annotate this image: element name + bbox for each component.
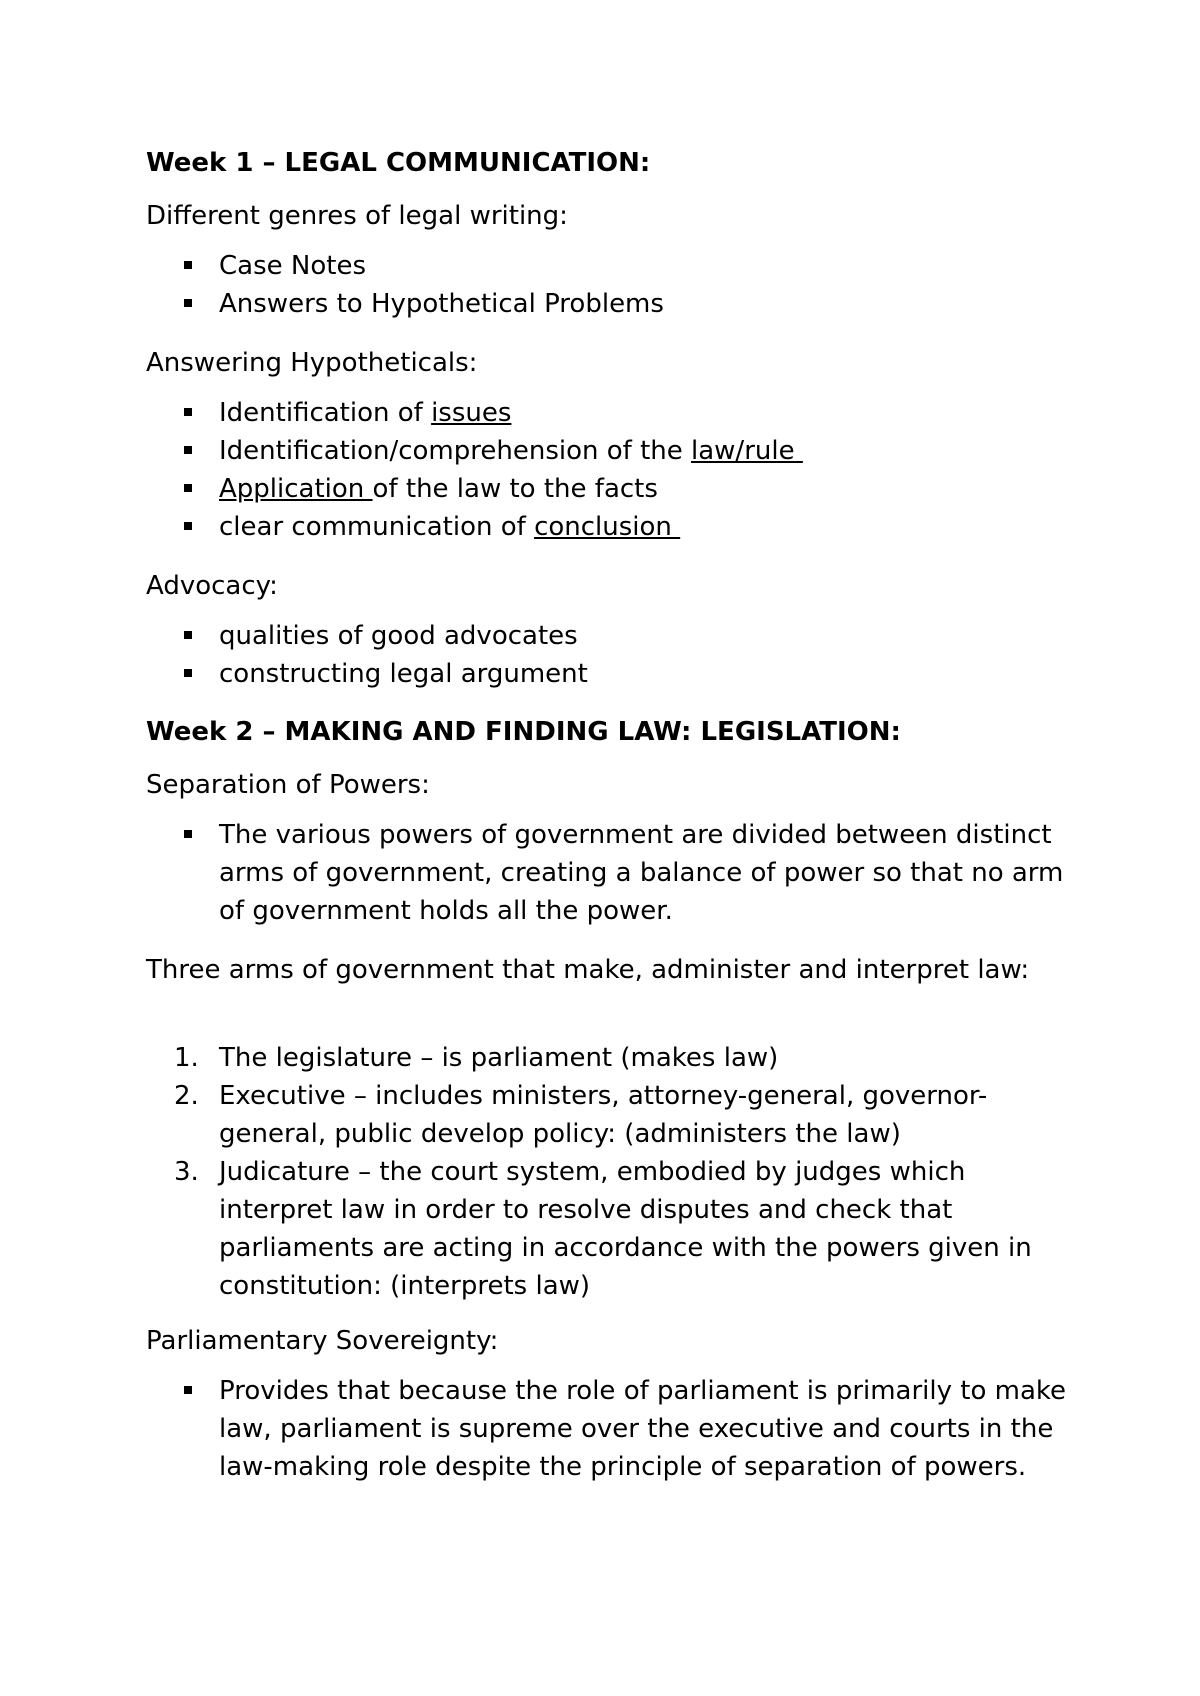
sovereignty-label: Parliamentary Sovereignty: — [146, 1326, 499, 1356]
arms-label: Three arms of government that make, administer and interpret law: — [146, 955, 1030, 985]
arms-list — [146, 1039, 1076, 1305]
item-text: Judicature – the court system, embodied by judges which interpret law in order to resolve disputes and check that parliaments are acting in accordance with the powers given in constitution: (interprets law) — [219, 1157, 1032, 1301]
genres-label: Different genres of legal writing: — [146, 201, 568, 231]
separation-label: Separation of Powers: — [146, 770, 430, 800]
list-item — [146, 508, 1076, 546]
separation-list — [146, 816, 1076, 930]
underlined-term: issues — [431, 398, 512, 428]
item-text: of the law to the facts — [372, 474, 658, 504]
advocacy-list — [146, 617, 1076, 693]
list-item — [146, 1039, 1076, 1077]
advocacy-label: Advocacy: — [146, 571, 278, 601]
genres-list — [146, 247, 1076, 323]
item-number: 1. — [174, 1043, 199, 1073]
list-item: constructing legal argument — [146, 655, 1076, 693]
item-text: Executive – includes ministers, attorney-general, governor-general, public develop policy: (administers the law) — [219, 1081, 988, 1149]
item-text: The legislature – is parliament (makes law) — [219, 1043, 779, 1073]
week2-heading: Week 2 – MAKING AND FINDING LAW: LEGISLATION: — [146, 717, 901, 747]
list-item — [146, 394, 1076, 432]
underlined-term: law/rule — [691, 436, 803, 466]
item-text: Identification/comprehension of the — [219, 436, 692, 466]
list-item: Answers to Hypothetical Problems — [146, 285, 1076, 323]
item-number: 3. — [174, 1157, 199, 1187]
list-item — [146, 470, 1076, 508]
item-text: Identification of — [219, 398, 432, 428]
list-item — [146, 1077, 1076, 1153]
list-item — [146, 432, 1076, 470]
underlined-term: conclusion — [534, 512, 681, 542]
list-item: Provides that because the role of parliament is primarily to make law, parliament is supreme over the executive and courts in the law-making role despite the principle of separation of powers. — [146, 1372, 1076, 1486]
hypotheticals-label: Answering Hypotheticals: — [146, 348, 478, 378]
hypotheticals-list — [146, 394, 1076, 546]
list-item: Case Notes — [146, 247, 1076, 285]
item-text: clear communication of — [219, 512, 535, 542]
item-number: 2. — [174, 1081, 199, 1111]
week1-heading: Week 1 – LEGAL COMMUNICATION: — [146, 148, 651, 178]
list-item: The various powers of government are divided between distinct arms of government, creating a balance of power so that no arm of government holds all the power. — [146, 816, 1076, 930]
sovereignty-list — [146, 1372, 1076, 1486]
list-item — [146, 1153, 1076, 1305]
list-item: qualities of good advocates — [146, 617, 1076, 655]
underlined-term: Application — [219, 474, 373, 504]
